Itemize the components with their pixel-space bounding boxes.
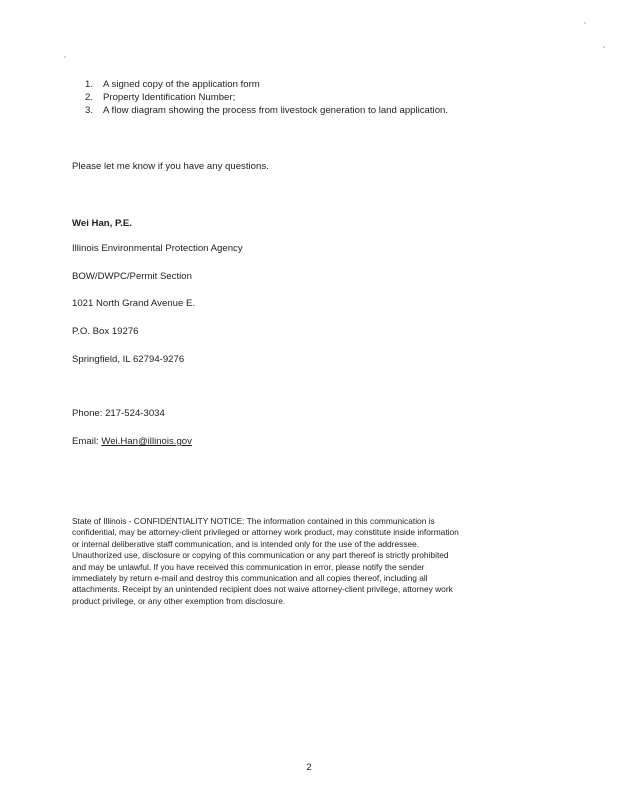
- list-item-text: Property Identification Number;: [103, 92, 236, 103]
- signature-phone: [72, 408, 165, 420]
- signature-name: Wei Han, P.E.: [72, 218, 132, 229]
- scan-speck: [64, 56, 66, 58]
- page-number: 2: [306, 762, 312, 773]
- notice-line: immediately by return e-mail and destroy this communication and all copies thereof, including all: [72, 573, 428, 584]
- phone-number: 217-524-3034: [105, 408, 165, 419]
- phone-label: Phone:: [72, 408, 103, 419]
- signature-po-box: P.O. Box 19276: [72, 326, 139, 337]
- signature-street: 1021 North Grand Avenue E.: [72, 298, 196, 309]
- signature-email: [72, 436, 192, 448]
- list-item-number: 2.: [84, 92, 93, 103]
- email-link[interactable]: Wei.Han@illinois.gov: [101, 436, 192, 447]
- notice-line: Unauthorized use, disclosure or copying of this communication or any part thereof is strictly prohibited: [72, 550, 449, 561]
- scan-speck: [584, 22, 586, 24]
- notice-line: product privilege, or any other exemption from disclosure.: [72, 595, 286, 606]
- notice-line: confidential, may be attorney-client privileged or attorney work product, may constitute inside information: [72, 527, 459, 538]
- signature-agency: Illinois Environmental Protection Agency: [72, 243, 243, 254]
- list-item-number: 3.: [84, 105, 93, 116]
- list-item-text: A signed copy of the application form: [103, 79, 260, 90]
- notice-line: State of Illinois - CONFIDENTIALITY NOTICE: The information contained in this communication is: [72, 516, 435, 526]
- scan-speck: [603, 46, 605, 48]
- list-item: [72, 78, 448, 91]
- notice-line: and may be unlawful. If you have received this communication in error, please notify the sender: [72, 561, 425, 572]
- list-item-text: A flow diagram showing the process from livestock generation to land application.: [103, 105, 449, 116]
- email-label: Email:: [72, 436, 99, 447]
- list-item-number: 1.: [84, 79, 93, 90]
- signature-section: BOW/DWPC/Permit Section: [72, 271, 192, 282]
- notice-line: attachments. Receipt by an unintended recipient does not waive attorney-client privilege, attorney work: [72, 584, 453, 595]
- signature-city: Springfield, IL 62794-9276: [72, 354, 185, 365]
- list-item: [72, 91, 448, 104]
- list-item: [72, 104, 448, 117]
- requirements-list: [72, 78, 448, 117]
- closing-line: Please let me know if you have any questions.: [72, 161, 269, 172]
- notice-line: or internal deliberative staff communication, and is intended only for the use of the addressee.: [72, 538, 420, 549]
- confidentiality-notice: [72, 516, 542, 607]
